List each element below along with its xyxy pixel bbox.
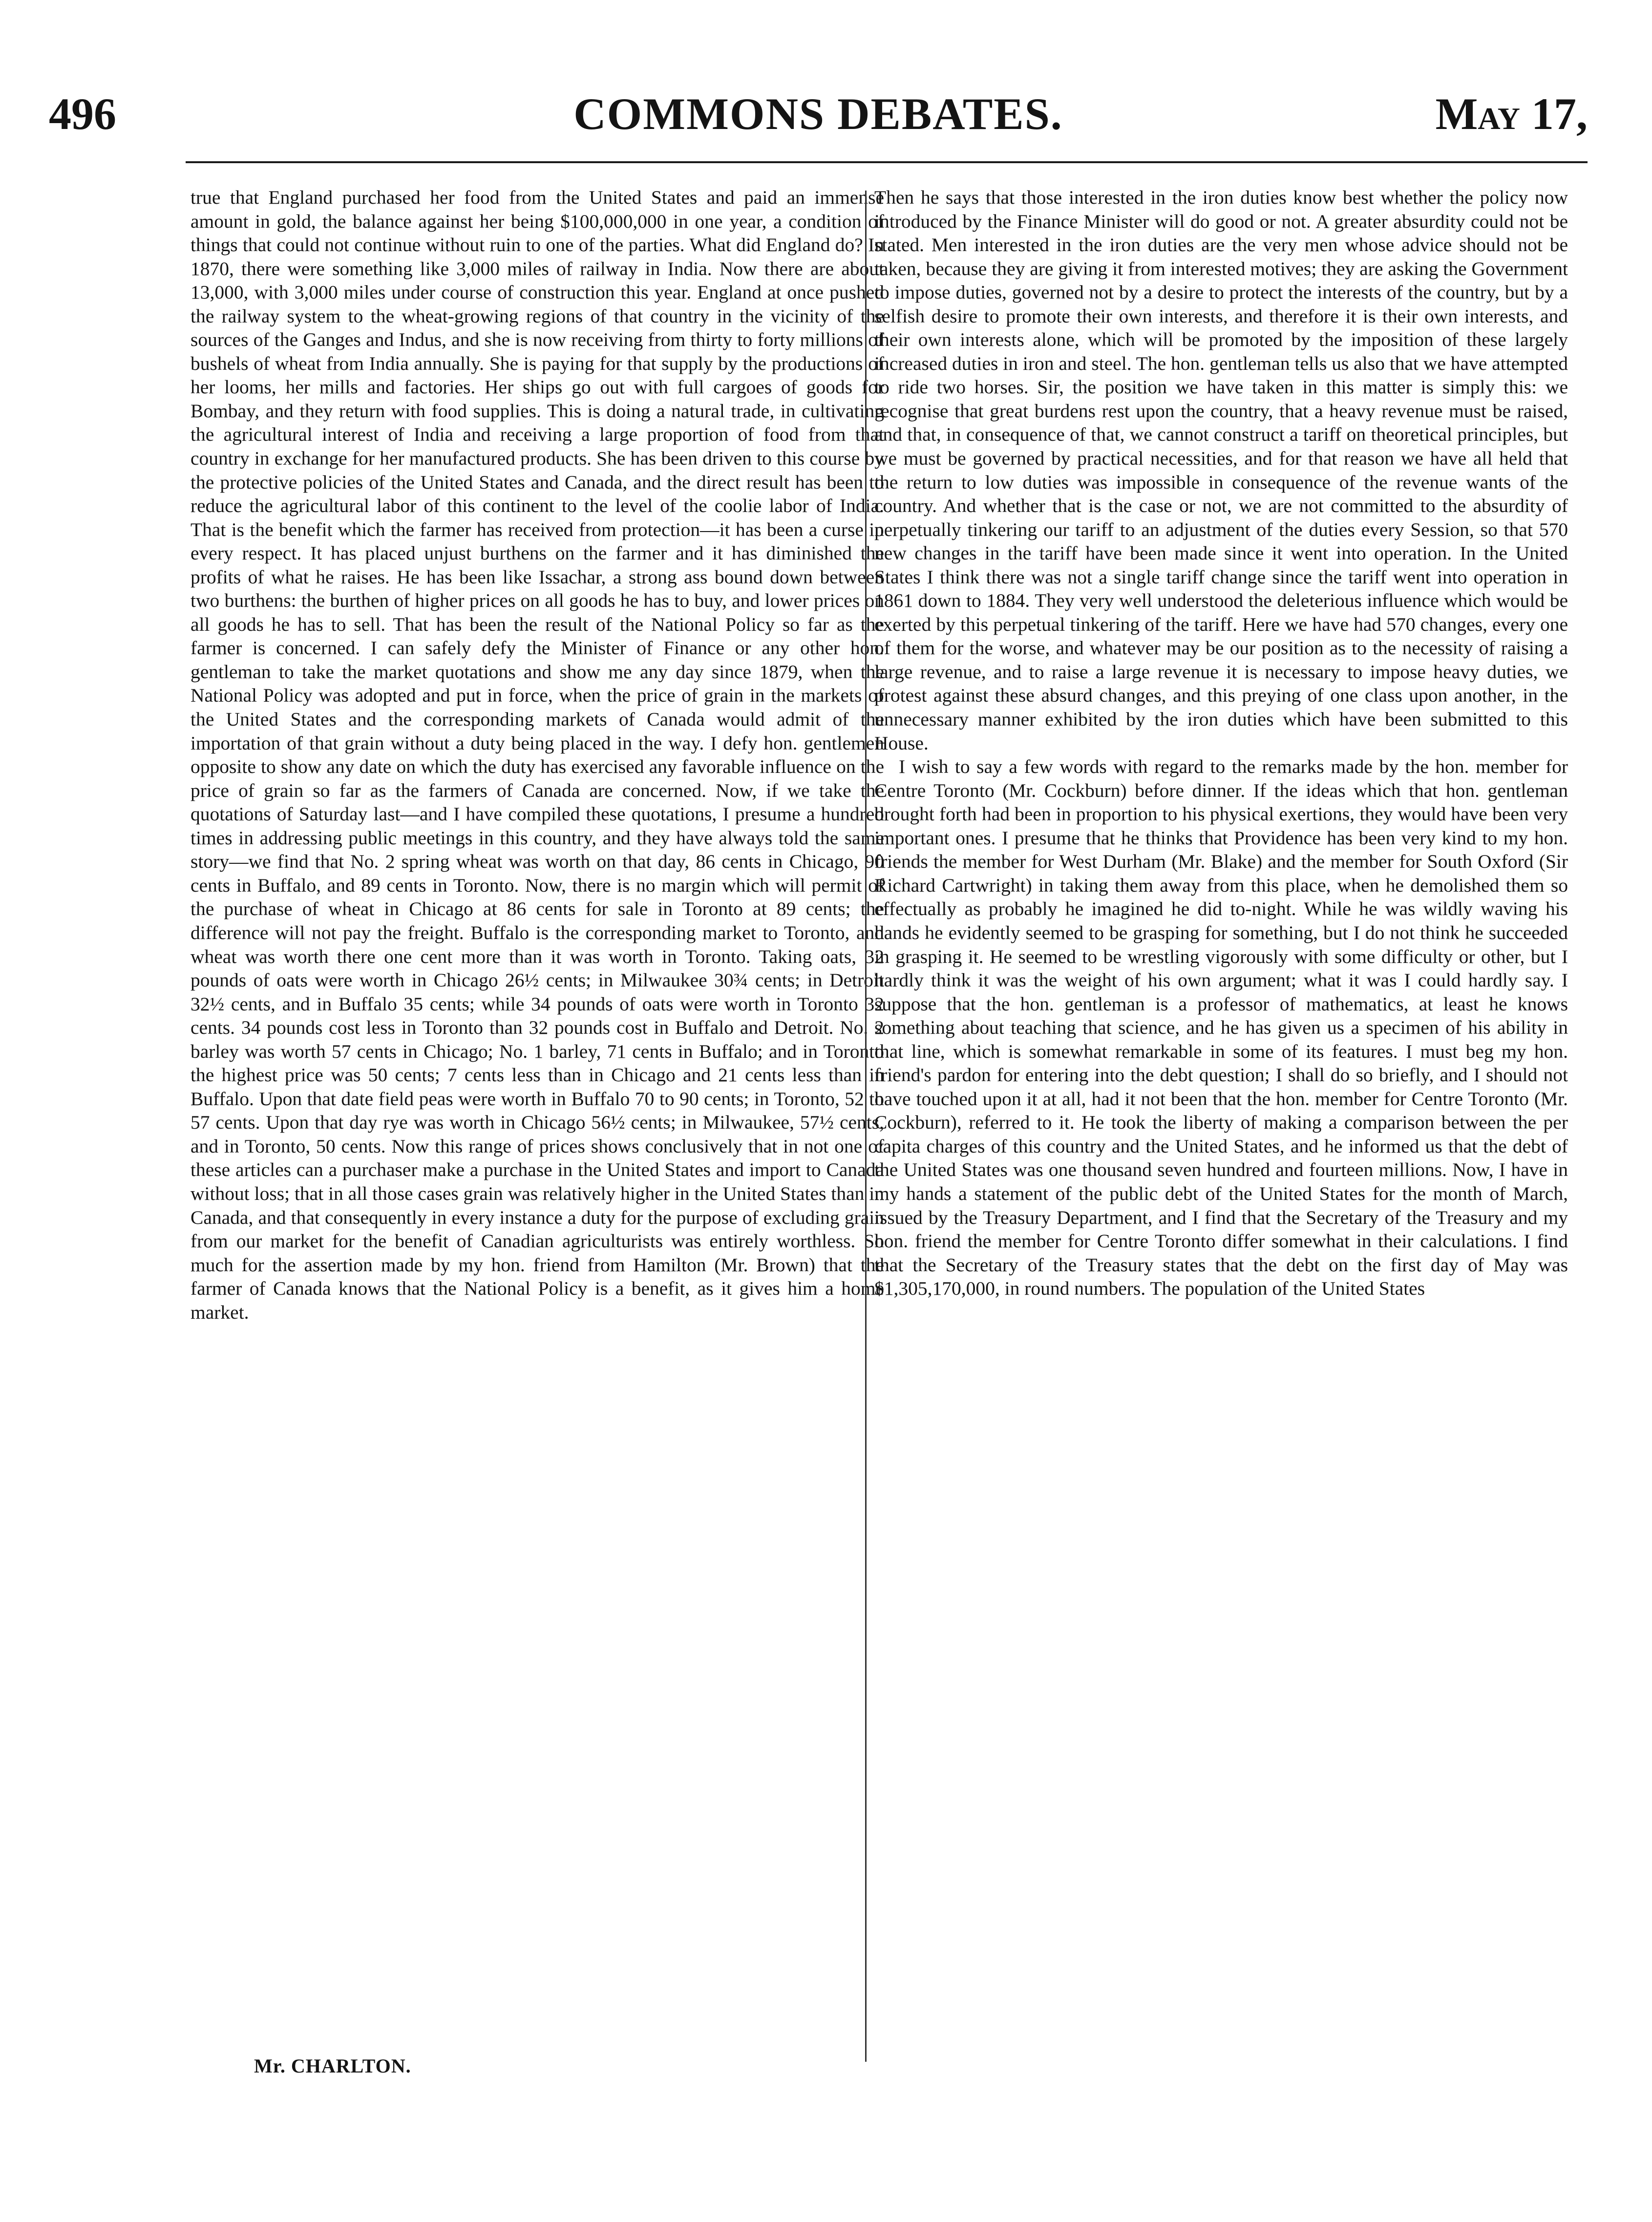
left-paragraph-1: true that England purchased her food from the United States and paid an immense amount in gold, the balance against her being $100,000,000 in one year, a condition of things that could not continue without ruin to one of the parties. What did England do? In 1870, there were something like 3,000 miles of railway in India. Now there are about 13,000, with 3,000 miles under course of construction this year. England at once pushed the railway system to the wheat-growing regions of that country in the vicinity of the sources of the Ganges and Indus, and she is now receiving from thirty to forty millions of bushels of wheat from India annually. She is paying for that supply by the productions of her looms, her mills and factories. Her ships go out with full cargoes of goods for Bombay, and they return with food supplies. This is doing a natural trade, in cultivating the agricultural interest of India and receiving a large proportion of food from that country in exchange for her manufactured products. She has been driven to this course by the protective policies of the United States and Canada, and the direct result has been to reduce the agricultural labor of this continent to the level of the coolie labor of India. That is the benefit which the farmer has received from protection—it has been a curse in every respect. It has placed unjust burthens on the farmer and it has diminished the profits of what he raises. He has been like Issachar, a strong ass bound down between two burthens: the burthen of higher prices on all goods he has to buy, and lower prices on all goods he has to sell. That has been the result of the National Policy so far as the farmer is concerned. I can safely defy the Minister of Finance or any other hon. gentleman to take the market quotations and show me any day since 1879, when the National Policy was adopted and put in force, when the price of grain in the markets of the United States and the corresponding markets of Canada would admit of the importation of that grain without a duty being placed in the way. I defy hon. gentlemen opposite to show any date on which the duty has exercised any favorable influence on the price of grain so far as the farmers of Canada are concerned. Now, if we take the quotations of Saturday last—and I have compiled these quotations, I presume a hundred times in addressing public meetings in this country, and they have always told the same story—we find that No. 2 spring wheat was worth on that day, 86 cents in Chicago, 90 cents in Buffalo, and 89 cents in Toronto. Now, there is no margin which will permit of the purchase of wheat in Chicago at 86 cents for sale in Toronto at 89 cents; the difference will not pay the freight. Buffalo is the corresponding market to Toronto, and wheat was worth there one cent more than it was worth in Toronto. Taking oats, 32 pounds of oats were worth in Chicago 26½ cents; in Milwaukee 30¾ cents; in Detroit 32½ cents, and in Buffalo 35 cents; while 34 pounds of oats were worth in Toronto 32 cents. 34 pounds cost less in Toronto than 32 pounds cost in Buffalo and Detroit. No. 2 barley was worth 57 cents in Chicago; No. 1 barley, 71 cents in Buffalo; and in Toronto the highest price was 50 cents; 7 cents less than in Chicago and 21 cents less than in Buffalo. Upon that date field peas were worth in Buffalo 70 to 90 cents; in Toronto, 52 to 57 cents. Upon that day rye was worth in Chicago 56½ cents; in Milwaukee, 57½ cents, and in Toronto, 50 cents. Now this range of prices shows conclusively that in not one of these articles can a purchaser make a purchase in the United States and import to Canada without loss; that in all those cases grain was relatively higher in the United States than in Canada, and that consequently in every instance a duty for the purpose of excluding grain from our market for the benefit of Canadian agriculturists was entirely worthless. So much for the assertion made by my hon. friend from Hamilton (Mr. Brown) that the farmer of Canada knows that the National Policy is a benefit, as it gives him a home market. bbox=[191, 187, 884, 1323]
header-rule bbox=[186, 161, 1588, 163]
page-title: COMMONS DEBATES. bbox=[573, 89, 1063, 139]
page-date: May 17, bbox=[1435, 89, 1588, 139]
left-column bbox=[191, 186, 884, 1324]
column-divider bbox=[865, 191, 867, 2062]
speaker-footer: Mr. CHARLTON. bbox=[254, 2055, 411, 2077]
right-paragraph-1: Then he says that those interested in the iron duties know best whether the policy now introduced by the Finance Minister will do good or not. A greater absurdity could not be stated. Men interested in the iron duties are the very men whose advice should not be taken, because they are giving it from interested motives; they are asking the Government to impose duties, governed not by a desire to protect the interests of the country, but by a selfish desire to promote their own interests, and therefore it is their own interests, and their own interests alone, which will be promoted by the imposition of these largely increased duties in iron and steel. The hon. gentleman tells us also that we have attempted to ride two horses. Sir, the position we have taken in this matter is simply this: we recognise that great burdens rest upon the country, that a heavy revenue must be raised, and that, in consequence of that, we cannot construct a tariff on theoretical principles, but we must be governed by practical necessities, and for that reason we have all held that the return to low duties was impossible in consequence of the revenue wants of the country. And whether that is the case or not, we are not committed to the absurdity of perpetually tinkering our tariff to an adjustment of the duties every Session, so that 570 new changes in the tariff have been made since it went into operation. In the United States I think there was not a single tariff change since the tariff went into operation in 1861 down to 1884. They very well understood the deleterious influence which would be exerted by this perpetual tinkering of the tariff. Here we have had 570 changes, every one of them for the worse, and whatever may be our position as to the necessity of raising a large revenue, and to raise a large revenue it is necessary to impose heavy duties, we protest against these absurd changes, and this preying of one class upon another, in the unnecessary manner exhibited by the iron duties which have been submitted to this House. bbox=[874, 187, 1568, 754]
right-column bbox=[874, 186, 1568, 1301]
right-paragraph-2: I wish to say a few words with regard to the remarks made by the hon. member for Centre Toronto (Mr. Cockburn) before dinner. If the ideas which that hon. gentleman brought forth had been in proportion to his physical exertions, they would have been very important ones. I presume that he thinks that Providence has been very kind to my hon. friends the member for West Durham (Mr. Blake) and the member for South Oxford (Sir Richard Cartwright) in taking them away from this place, when he demolished them so effectually as probably he imagined he did to-night. While he was wildly waving his hands he evidently seemed to be grasping for something, but I do not think he succeeded in grasping it. He seemed to be wrestling vigorously with some difficulty or other, but I hardly think it was the weight of his own argument; what it was I could hardly say. I suppose that the hon. gentleman is a professor of mathematics, at least he knows something about teaching that science, and he has given us a specimen of his ability in that line, which is somewhat remarkable in some of its features. I must beg my hon. friend's pardon for entering into the debt question; I shall do so briefly, and I should not have touched upon it at all, had it not been that the hon. member for Centre Toronto (Mr. Cockburn), referred to it. He took the liberty of making a comparison between the per capita charges of this country and the United States, and he informed us that the debt of the United States was one thousand seven hundred and fourteen millions. Now, I have in my hands a statement of the public debt of the United States for the month of March, issued by the Treasury Department, and I find that the Secretary of the Treasury and my hon. friend the member for Centre Toronto differ somewhat in their calculations. I find that the Secretary of the Treasury states that the debt on the first day of May was $1,305,170,000, in round numbers. The population of the United States bbox=[874, 756, 1568, 1300]
page-header bbox=[49, 83, 1588, 151]
page-number: 496 bbox=[49, 89, 116, 139]
